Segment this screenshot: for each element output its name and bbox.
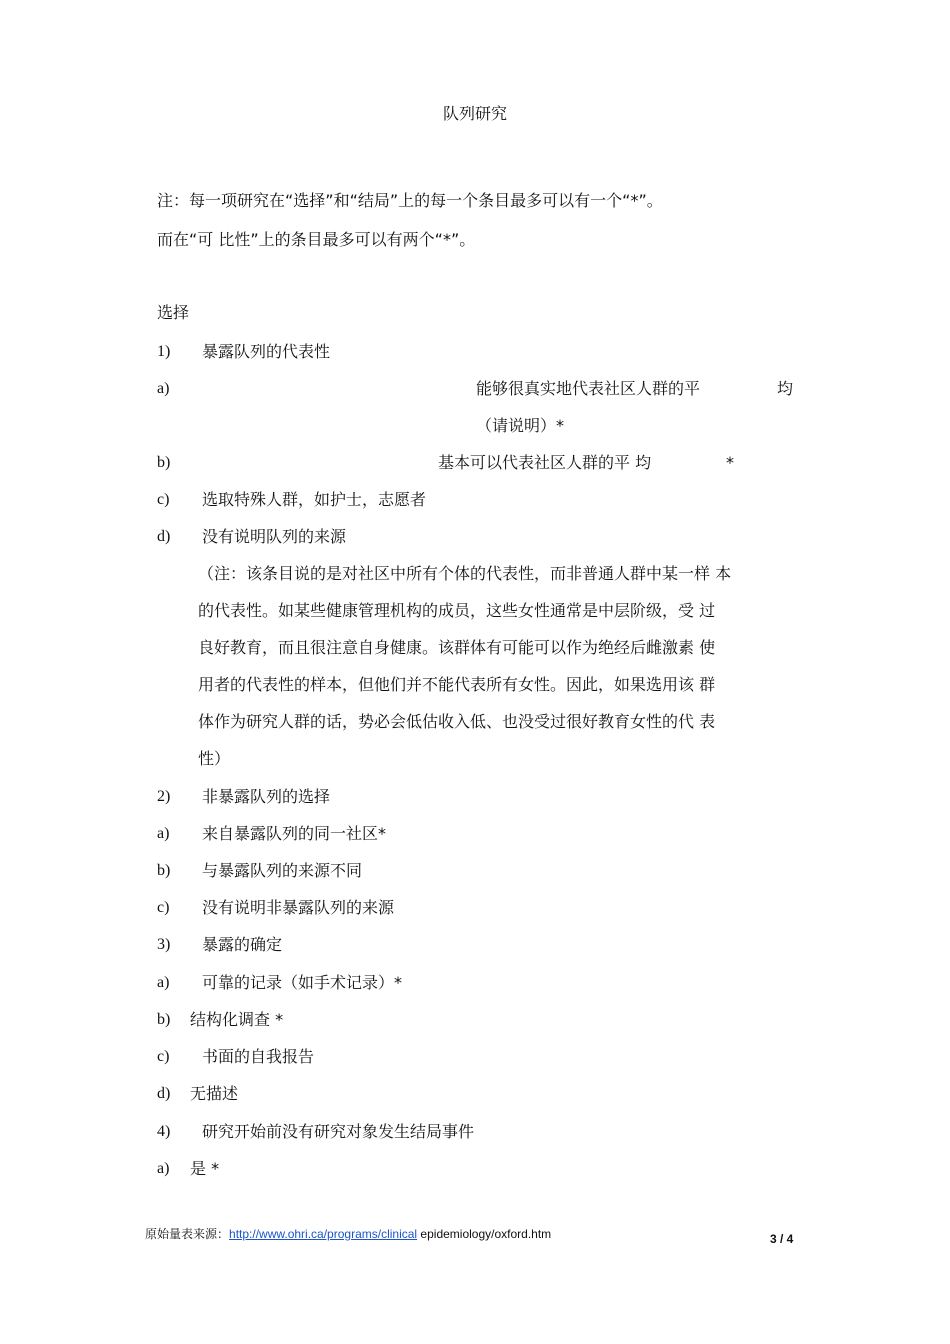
section-heading: 选择 <box>157 303 190 322</box>
q3-b-marker: b) <box>157 1011 171 1028</box>
q2-a-text: 来自暴露队列的同一社区* <box>202 824 387 843</box>
footer-source-label: 原始量表来源： <box>145 1227 230 1241</box>
q1-d-marker: d) <box>157 528 171 545</box>
q2-b-text: 与暴露队列的来源不同 <box>202 861 363 880</box>
q1-d-text: 没有说明队列的来源 <box>202 527 347 546</box>
q1-note-line: 用者的代表性的样本，但他们并不能代表所有女性。因此，如果选用该 群 <box>198 675 716 694</box>
q2-c-marker: c) <box>157 899 170 916</box>
q4-number: 4) <box>157 1123 171 1140</box>
q1-c-text: 选取特殊人群，如护士，志愿者 <box>202 490 427 509</box>
q4-text: 研究开始前没有研究对象发生结局事件 <box>202 1122 475 1141</box>
intro-line-1: 注：每一项研究在“选择”和“结局”上的每一个条目最多可以有一个“*”。 <box>157 191 663 210</box>
q3-c-text: 书面的自我报告 <box>202 1047 315 1066</box>
footer-source <box>145 1226 551 1242</box>
q2-c-text: 没有说明非暴露队列的来源 <box>202 898 395 917</box>
footer-source-rest: epidemiology/oxford.htm <box>417 1227 552 1241</box>
q3-b-text: 结构化调查 * <box>190 1010 284 1029</box>
q3-number: 3) <box>157 936 171 953</box>
q1-note-line: （注：该条目说的是对社区中所有个体的代表性，而非普通人群中某一样 本 <box>198 564 732 583</box>
q1-a-text-line2: （请说明）* <box>476 416 565 435</box>
q3-d-marker: d) <box>157 1085 171 1102</box>
page-title: 队列研究 <box>442 104 507 123</box>
q3-d-text: 无描述 <box>190 1084 239 1103</box>
q4-a-text: 是 * <box>190 1159 220 1178</box>
q1-b-marker: b) <box>157 454 171 471</box>
page-number: 3 / 4 <box>770 1232 794 1246</box>
footer-source-link[interactable]: http://www.ohri.ca/programs/clinical <box>229 1227 418 1241</box>
q3-c-marker: c) <box>157 1048 170 1065</box>
q1-c-marker: c) <box>157 491 170 508</box>
intro-line-2: 而在“可 比性”上的条目最多可以有两个“*”。 <box>157 230 476 249</box>
q2-b-marker: b) <box>157 862 171 879</box>
q1-b-star: * <box>726 453 734 472</box>
q2-a-marker: a) <box>157 825 170 842</box>
q3-a-text: 可靠的记录（如手术记录）* <box>202 973 403 992</box>
q1-a-text: 能够很真实地代表社区人群的平 <box>476 379 701 398</box>
q1-note-line: 体作为研究人群的话，势必会低估收入低、也没受过很好教育女性的代 表 <box>198 712 716 731</box>
q1-note-line: 的代表性。如某些健康管理机构的成员，这些女性通常是中层阶级，受 过 <box>198 601 716 620</box>
q1-number: 1) <box>157 343 171 360</box>
q4-a-marker: a) <box>157 1160 170 1177</box>
q1-note-line: 良好教育，而且很注意自身健康。该群体有可能可以作为绝经后雌激素 使 <box>198 638 716 657</box>
q2-number: 2) <box>157 788 171 805</box>
q1-a-marker: a) <box>157 380 170 397</box>
q3-text: 暴露的确定 <box>202 935 283 954</box>
q1-b-text: 基本可以代表社区人群的平 均 <box>438 453 652 472</box>
q2-text: 非暴露队列的选择 <box>202 787 331 806</box>
q3-a-marker: a) <box>157 974 170 991</box>
q1-text: 暴露队列的代表性 <box>202 342 331 361</box>
q1-note-line: 性） <box>198 749 231 768</box>
q1-a-text-tail: 均 <box>777 379 794 398</box>
